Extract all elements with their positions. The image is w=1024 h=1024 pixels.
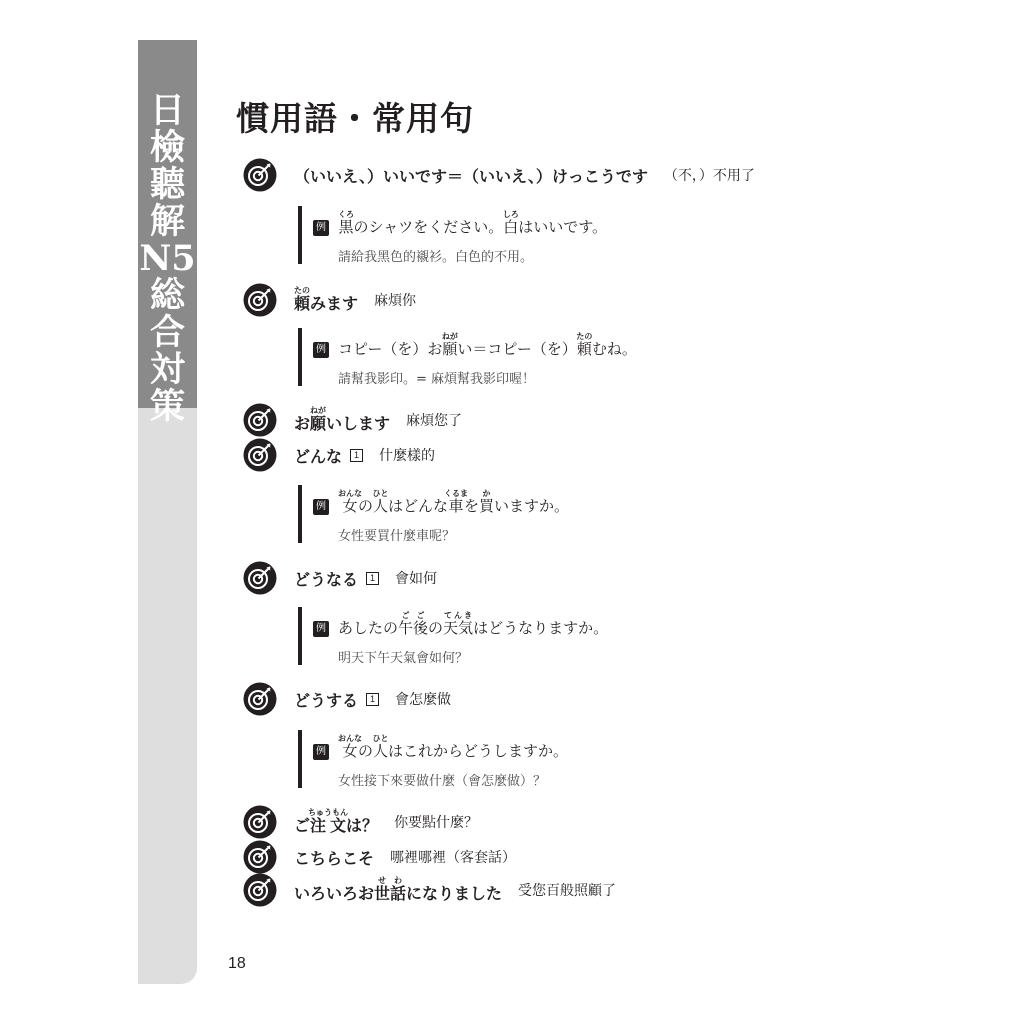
entry-meaning: 會如何 bbox=[395, 571, 438, 587]
example-bar bbox=[298, 328, 302, 386]
entry-term: どうなる bbox=[294, 569, 359, 589]
example-badge: 例 bbox=[313, 342, 329, 358]
example-bar bbox=[298, 607, 302, 665]
entry-item bbox=[243, 438, 435, 472]
side-tab-char: 策 bbox=[149, 386, 185, 427]
side-tab-title bbox=[138, 40, 197, 427]
side-tab-char: 総 bbox=[149, 275, 185, 316]
entry-item bbox=[243, 873, 616, 907]
number-badge: 1 bbox=[366, 572, 379, 585]
side-tab-char: 聽 bbox=[149, 164, 185, 205]
entry-term: （いいえ、）いいです＝（いいえ、）けっこうです bbox=[294, 166, 648, 186]
number-badge: 1 bbox=[350, 449, 363, 462]
side-tab-char: 対 bbox=[149, 349, 185, 390]
entry-term: こちらこそ bbox=[294, 848, 375, 868]
entry-meaning: 你要點什麼？ bbox=[394, 815, 479, 831]
target-icon bbox=[243, 158, 277, 192]
entry-term: どんな bbox=[294, 446, 343, 466]
target-icon bbox=[243, 438, 277, 472]
entry-term: 頼たのみます bbox=[294, 286, 359, 313]
target-icon bbox=[243, 805, 277, 839]
side-tab-char: 合 bbox=[149, 312, 185, 353]
page-number: 18 bbox=[228, 955, 246, 972]
example-japanese: あしたの午後ごごの天気てんきはどうなりますか。 bbox=[338, 611, 609, 637]
entry-item bbox=[243, 682, 451, 716]
entry-meaning: 什麼樣的 bbox=[379, 448, 436, 464]
target-icon bbox=[243, 682, 277, 716]
example-bar bbox=[298, 730, 302, 788]
example-badge: 例 bbox=[313, 621, 329, 637]
example-translation: 請給我黑色的襯衫。白色的不用。 bbox=[338, 250, 534, 265]
entry-term: いろいろお世話せわになりました bbox=[294, 876, 503, 903]
example-translation: 女性接下來要做什麼（會怎麼做）？ bbox=[338, 774, 547, 789]
entry-meaning: 受您百般照顧了 bbox=[518, 883, 617, 899]
example-bar bbox=[298, 485, 302, 543]
example-translation: 明天下午天氣會如何？ bbox=[338, 651, 469, 666]
example-bar bbox=[298, 206, 302, 264]
entry-meaning: 會怎麼做 bbox=[395, 692, 452, 708]
entry-item bbox=[243, 561, 437, 595]
target-icon bbox=[243, 283, 277, 317]
entry-term: ご注文ちゅうもんは？ bbox=[294, 808, 379, 835]
entry-term: お願ねがいします bbox=[294, 406, 391, 433]
entry-item bbox=[243, 403, 462, 437]
example-japanese: 女おんなの人ひとはどんな車くるまを買かいますか。 bbox=[338, 489, 570, 515]
example-badge: 例 bbox=[313, 744, 329, 760]
example-badge: 例 bbox=[313, 220, 329, 236]
side-tab-char: 檢 bbox=[149, 127, 185, 168]
target-icon bbox=[243, 840, 277, 874]
entry-item bbox=[243, 805, 478, 839]
number-badge: 1 bbox=[366, 693, 379, 706]
entry-meaning: 哪裡哪裡（客套話） bbox=[390, 850, 517, 866]
example-translation: 請幫我影印。= 麻煩幫我影印喔！ bbox=[338, 372, 536, 387]
entry-item bbox=[243, 158, 755, 192]
entry-meaning: 麻煩你 bbox=[374, 293, 417, 309]
target-icon bbox=[243, 561, 277, 595]
entry-item bbox=[243, 840, 516, 874]
entry-term: どうする bbox=[294, 690, 359, 710]
side-tab-char: 日 bbox=[149, 90, 185, 131]
entry-meaning: 麻煩您了 bbox=[406, 413, 463, 429]
example-japanese: 女おんなの人ひとはこれからどうしますか。 bbox=[338, 734, 569, 760]
example-translation: 女性要買什麼車呢？ bbox=[338, 529, 456, 544]
entry-meaning: （不，）不用了 bbox=[663, 168, 755, 184]
target-icon bbox=[243, 403, 277, 437]
entry-item bbox=[243, 283, 416, 317]
side-tab-char: 解 bbox=[149, 201, 185, 242]
example-badge: 例 bbox=[313, 499, 329, 515]
side-tab-char: N5 bbox=[139, 238, 196, 279]
page-title: 慣用語・常用句 bbox=[236, 99, 474, 138]
example-japanese: 黒くろのシャツをください。白しろはいいです。 bbox=[338, 210, 608, 236]
target-icon bbox=[243, 873, 277, 907]
example-japanese: コピー（を）お願ねがい＝コピー（を）頼たのむね。 bbox=[338, 332, 637, 358]
